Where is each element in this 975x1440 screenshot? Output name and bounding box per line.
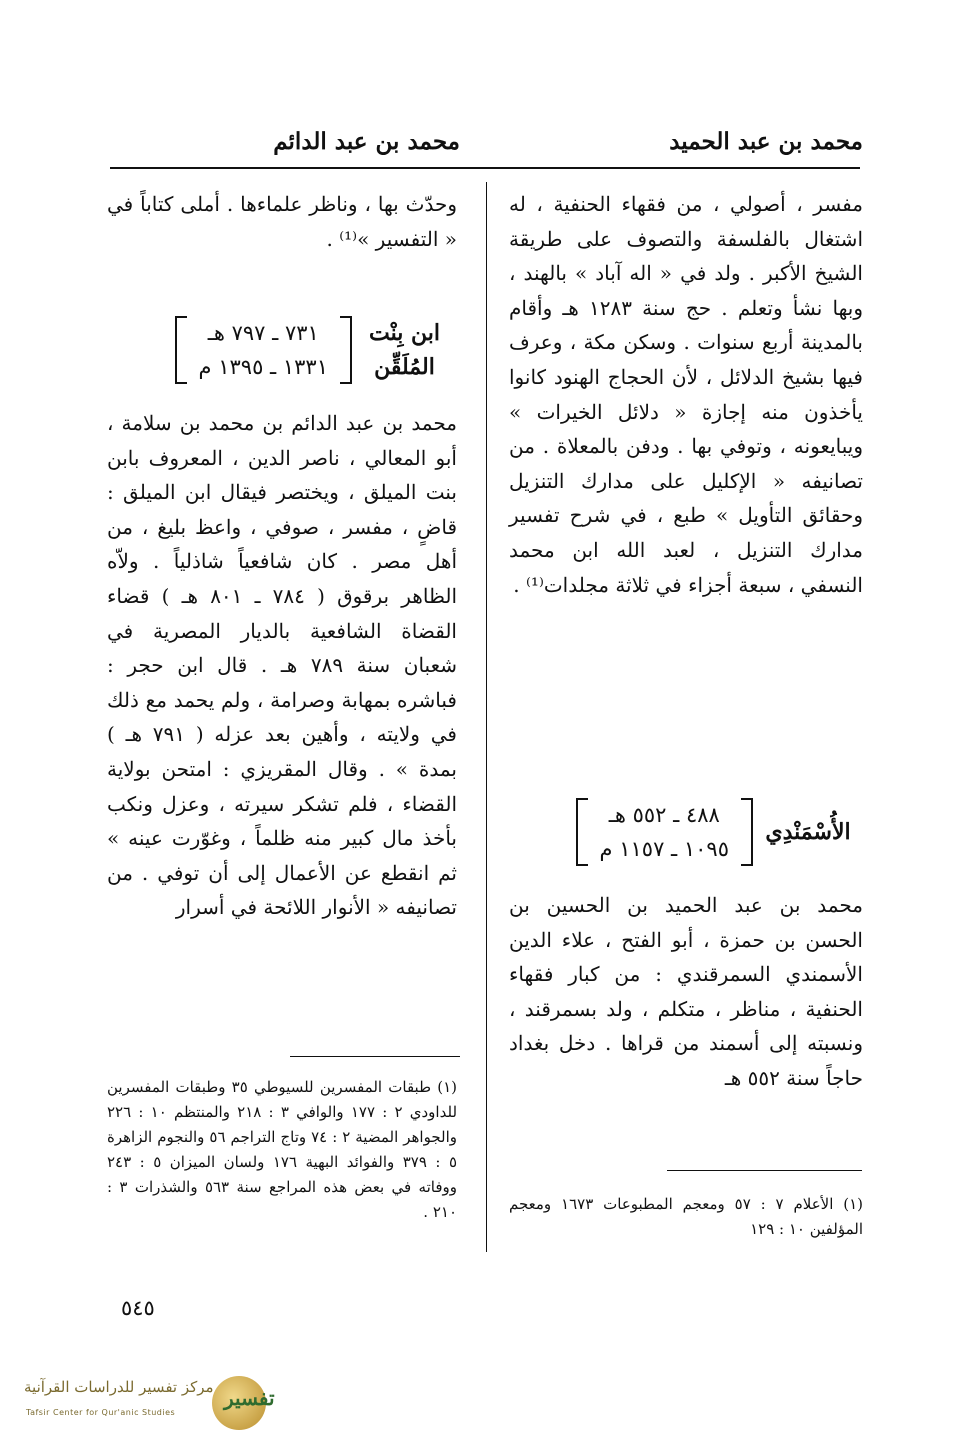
gregorian-dates: ١٠٩٥ ـ ١١٥٧ م <box>599 837 729 861</box>
footnote-rule-left <box>290 1056 460 1057</box>
gregorian-dates: ١٣٣١ ـ ١٣٩٥ م <box>198 355 328 379</box>
column-divider <box>486 182 487 1252</box>
running-header-left: محمد بن عبد الدائم <box>273 128 460 155</box>
left-column-entry-text: محمد بن عبد الدائم بن محمد بن سلامة ، أبو المعالي ، ناصر الدين ، المعروف بابن بنت الميلق ، ويختصر فيقال ابن الميلق : قاضٍ ، مفسر ، صوفي ، واعظ بليغ ، من أهل مصر . كان شافعياً شاذلياً . ولاّه الظاهر برقوق ( ٧٨٤ ـ ٨٠١ هـ ) قضاء القضاة الشافعية بالديار المصرية في شعبان سنة ٧٨٩ هـ . قال ابن حجر : فباشره بمهابة وصرامة ، ولم يحمد مع ذلك في ولايته ، وأهين بعد عزله ( ٧٩١ هـ ) بمدة » . وقال المقريزي : امتحن بولاية القضاء ، فلم تشكر سيرته ، وعزل ونكب بأخذ مال كبير منه ظلماً ، وغوّرت عينه » ثم انقطع عن الأعمال إلى أن توفي . من تصانيفه « الأنوار اللائحة في أسرار <box>107 411 457 920</box>
footnote-left: (١) طبقات المفسرين للسيوطي ٣٥ وطبقات المفسرين للداودي ٢ : ١٧٧ والوافي ٣ : ٢١٨ والمنتظم ١٠ : ٢٢٦ والجواهر المضية ٢ : ٧٤ وتاج التراجم ٥٦ والنجوم الزاهرة ٥ : ٣٧٩ والفوائد البهية ١٧٦ ولسان الميزان ٥ : ٢٤٣ ووفاته في بعض هذه المراجع سنة ٥٦٣ والشذرات ٣ : ٢١٠ . <box>107 1078 458 1221</box>
right-column-entry2-text: محمد بن عبد الحميد بن الحسين بن الحسن بن حمزة ، أبو الفتح ، علاء الدين الأسمندي السمرقندي : من كبار فقهاء الحنفية ، مناظر ، متكلم ، ولد بسمرقند ، ونسبته إلى أسمند من قراها . دخل بغداد حاجاً سنة ٥٥٢ هـ <box>509 893 863 1090</box>
publisher-logo <box>12 1372 287 1432</box>
entry-name: ابن بِنْت المُلَقِّن <box>368 320 440 380</box>
date-bracket <box>175 316 352 384</box>
running-header-right: محمد بن عبد الحميد <box>669 128 863 155</box>
hijri-dates: ٤٨٨ ـ ٥٥٢ هـ <box>608 803 720 827</box>
logo-word: تفسير <box>224 1386 275 1410</box>
entry-heading-ibn-bint-al-mulaqqin <box>175 316 457 384</box>
page-number: ٥٤٥ <box>121 1296 155 1320</box>
hijri-dates: ٧٣١ ـ ٧٩٧ هـ <box>207 321 319 345</box>
footnote-right: (١) الأعلام ٧ : ٥٧ ومعجم المطبوعات ١٦٧٣ ومعجم المؤلفين ١٠ : ١٢٩ <box>509 1195 863 1238</box>
header-rule <box>110 167 860 169</box>
date-bracket <box>576 798 753 866</box>
entry-name: الأُسْمَنْدِي <box>765 819 851 845</box>
left-column-continuation: وحدّث بها ، وناظر علماءها . أملى كتاباً في « التفسير »⁽¹⁾ . <box>107 192 457 251</box>
logo-subtitle: Tafsir Center for Qur'anic Studies <box>26 1408 176 1417</box>
footnote-rule-right <box>667 1170 862 1171</box>
right-column-entry1-text: مفسر ، أصولي ، من فقهاء الحنفية ، له اشتغال بالفلسفة والتصوف على طريقة الشيخ الأكبر . ولد في « اله آباد » بالهند ، وبها نشأ وتعلم . حج سنة ١٢٨٣ هـ وأقام بالمدينة أربع سنوات . وسكن مكة ، وعرف فيها بشيخ الدلائل ، لأن الحجاج الهنود كانوا يأخذون منه إجازة « دلائل الخيرات » ويبايعونه ، وتوفي بها . ودفن بالمعلاة . من تصانيفه « الإكليل على مدارك التنزيل وحقائق التأويل » طبع ، في شرح تفسير مدارك التنزيل ، لعبد الله ابن محمد النسفي ، سبعة أجزاء في ثلاثة مجلدات⁽¹⁾ . <box>509 192 864 597</box>
logo-text: مركز تفسير للدراسات القرآنية <box>24 1378 214 1396</box>
entry-heading-asmandi <box>576 798 863 866</box>
